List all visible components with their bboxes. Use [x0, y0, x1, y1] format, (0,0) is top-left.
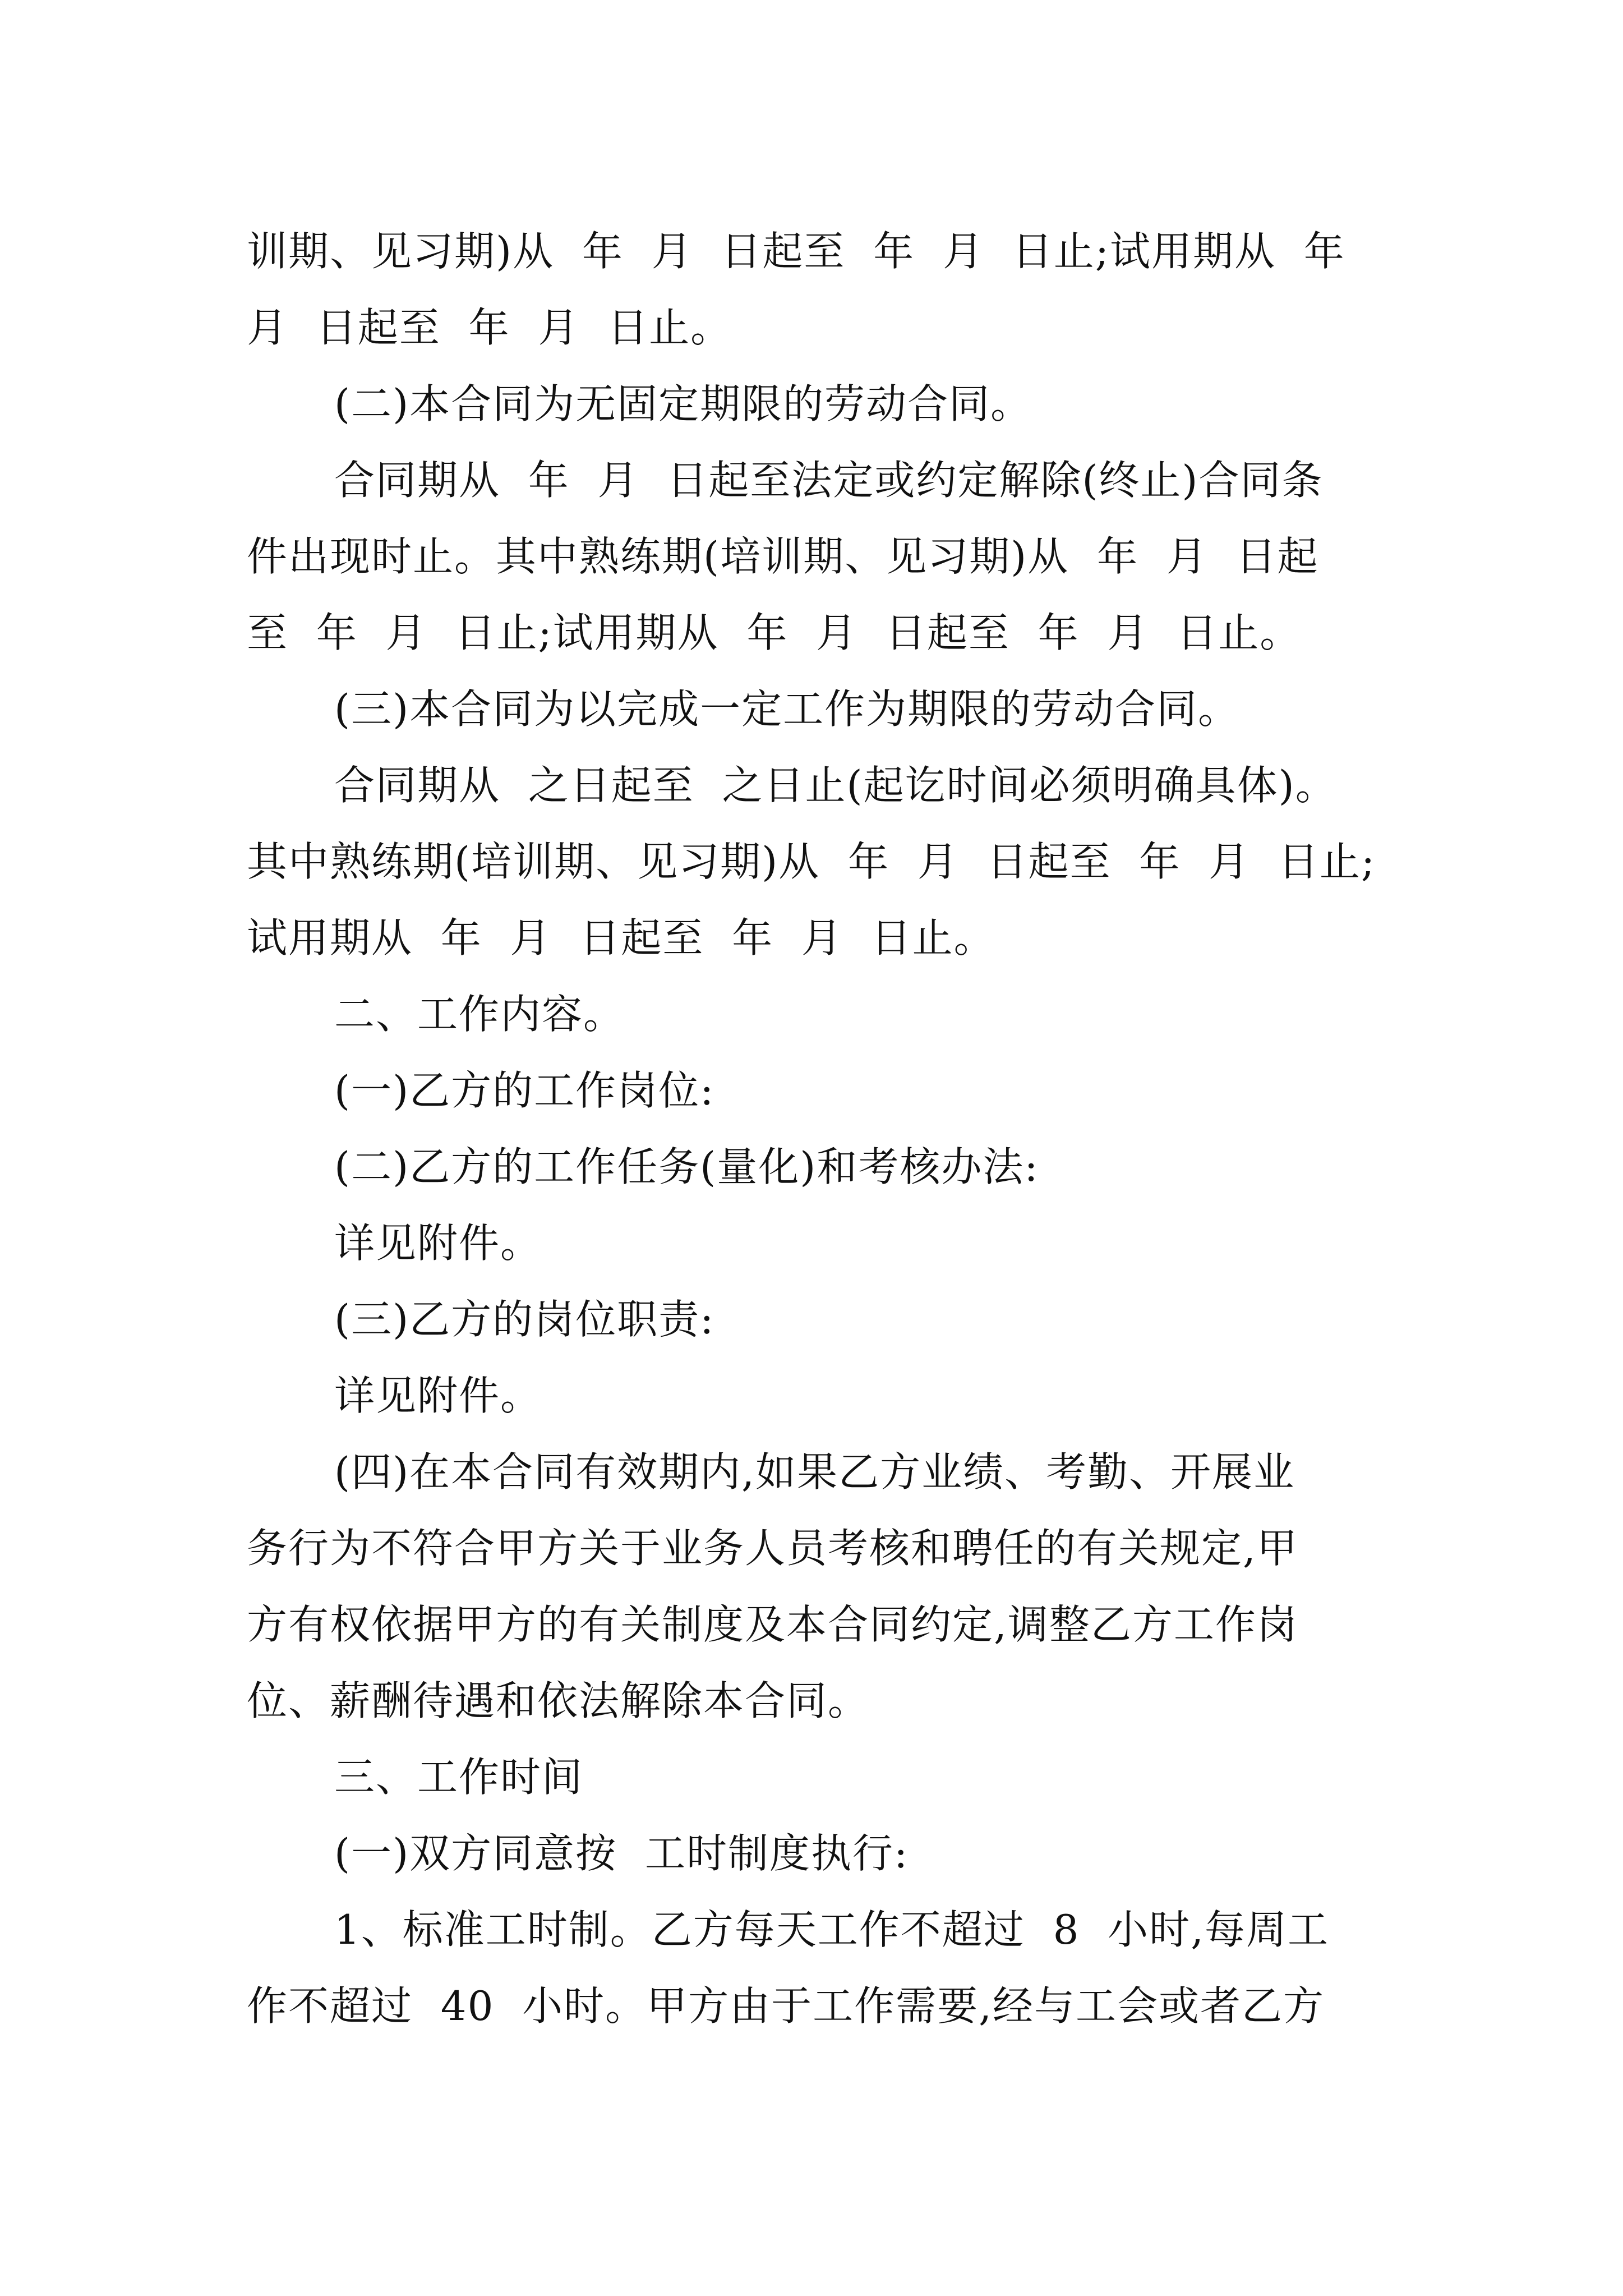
section-heading: 二、工作内容。: [334, 991, 625, 1038]
text-line: 作不超过 40 小时。甲方由于工作需要,经与工会或者乙方: [247, 1982, 1325, 2030]
text-line: (四)在本合同有效期内,如果乙方业绩、考勤、开展业: [334, 1448, 1295, 1496]
text-line: 详见附件。: [334, 1220, 542, 1267]
contract-text: [247, 213, 1391, 2044]
text-line: 合同期从 之日起至 之日止(起讫时间必须明确具体)。: [334, 762, 1337, 809]
text-line: (一)乙方的工作岗位:: [334, 1067, 715, 1114]
text-line: 至 年 月 日止;试用期从 年 月 日起至 年 月 日止。: [247, 609, 1302, 656]
text-line: 月 日起至 年 月 日止。: [247, 304, 732, 351]
text-line: (一)双方同意按 工时制度执行:: [334, 1830, 909, 1877]
text-line: (二)乙方的工作任务(量化)和考核办法:: [334, 1143, 1039, 1190]
text-line: 1、标准工时制。乙方每天工作不超过 8 小时,每周工: [334, 1906, 1330, 1953]
text-line: 详见附件。: [334, 1372, 542, 1419]
text-line: (二)本合同为无固定期限的劳动合同。: [334, 380, 1032, 427]
text-line: (三)本合同为以完成一定工作为期限的劳动合同。: [334, 685, 1240, 733]
text-line: 件出现时止。其中熟练期(培训期、见习期)从 年 月 日起: [247, 533, 1319, 580]
text-line: 务行为不符合甲方关于业务人员考核和聘任的有关规定,甲: [247, 1525, 1298, 1572]
section-heading: 三、工作时间: [334, 1754, 584, 1801]
text-line: 试用期从 年 月 日起至 年 月 日止。: [247, 914, 995, 961]
text-line: 位、薪酬待遇和依法解除本合同。: [247, 1677, 870, 1724]
text-line: 训期、见习期)从 年 月 日起至 年 月 日止;试用期从 年: [247, 228, 1345, 275]
text-line: 方有权依据甲方的有关制度及本合同约定,调整乙方工作岗: [247, 1601, 1298, 1648]
text-line: 其中熟练期(培训期、见习期)从 年 月 日起至 年 月 日止;: [247, 838, 1376, 885]
text-line: 合同期从 年 月 日起至法定或约定解除(终止)合同条: [334, 457, 1324, 504]
text-line: (三)乙方的岗位职责:: [334, 1296, 715, 1343]
